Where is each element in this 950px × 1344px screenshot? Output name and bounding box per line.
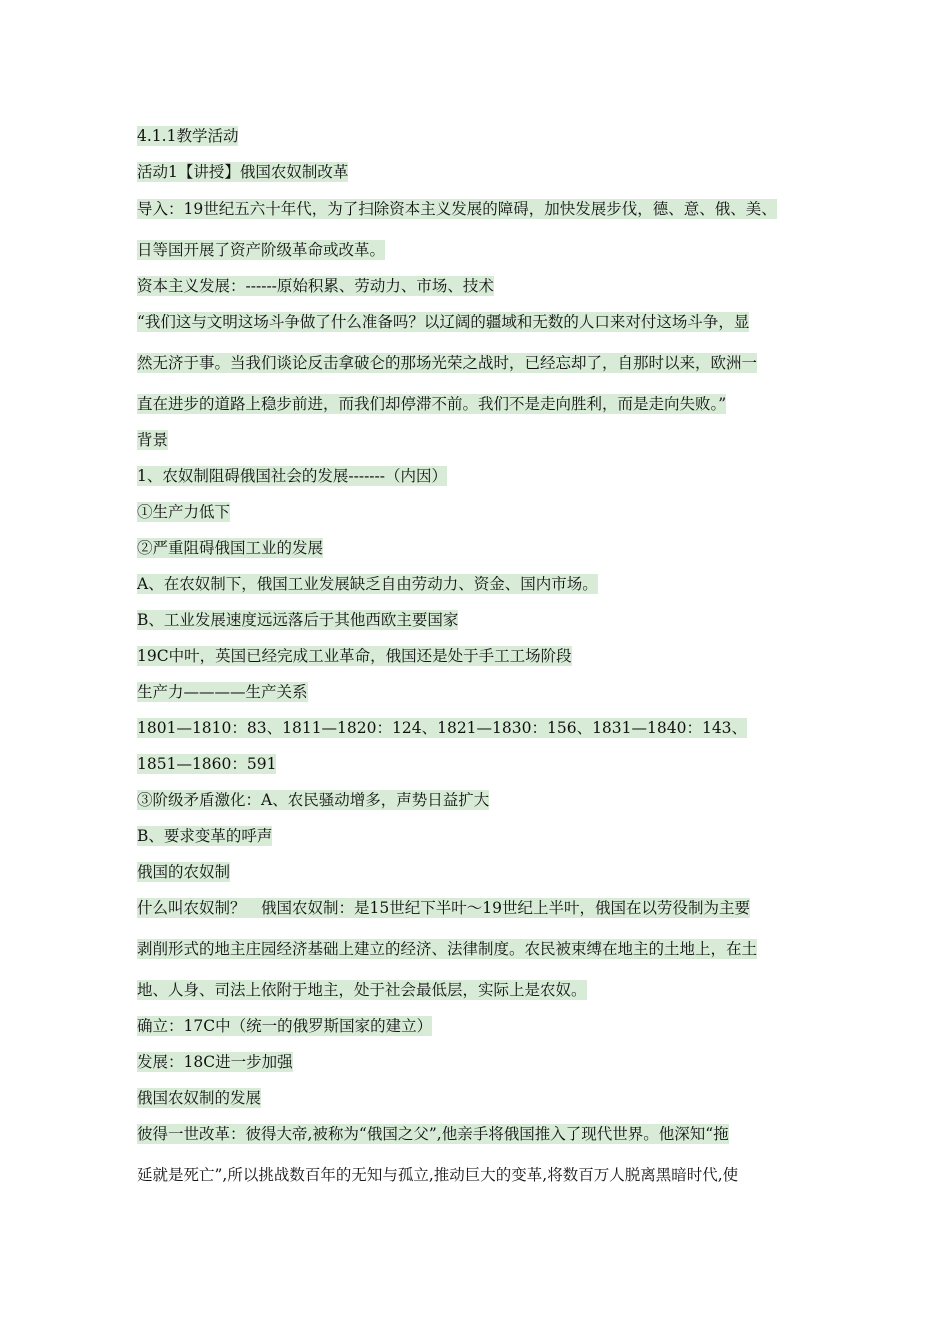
quote-line: “我们这与文明这场斗争做了什么准备吗？以辽阔的疆域和无数的人口来对付这场斗争，显 — [137, 313, 750, 331]
quote-line: 直在进步的道路上稳步前进，而我们却停滞不前。我们不是走向胜利，而是走向失败。” — [137, 395, 727, 413]
paragraph-line: 生产力————生产关系 — [137, 683, 308, 701]
subheading: 俄国的农奴制 — [137, 863, 231, 881]
statistics-line: 1801—1810：83、1811—1820：124、1821—1830：156、1831—1840：143、 — [137, 719, 748, 737]
list-item: ③阶级矛盾激化：A、农民骚动增多，声势日益扩大 — [137, 791, 490, 809]
subheading: 俄国农奴制的发展 — [137, 1089, 262, 1107]
paragraph-line: 地、人身、司法上依附于地主，处于社会最低层，实际上是农奴。 — [137, 981, 587, 999]
paragraph-line: 19C中叶，英国已经完成工业革命，俄国还是处于手工工场阶段 — [137, 647, 572, 665]
quote-line: 然无济于事。当我们谈论反击拿破仑的那场光荣之战时，已经忘却了，自那时以来，欧洲一 — [137, 354, 758, 372]
list-item: B、要求变革的呼声 — [137, 827, 273, 845]
paragraph-line: 延就是死亡”,所以挑战数百年的无知与孤立,推动巨大的变革,将数百万人脱离黑暗时代,使 — [137, 1166, 739, 1184]
activity-title: 活动1【讲授】俄国农奴制改革 — [137, 163, 349, 181]
paragraph-line: 导入：19世纪五六十年代，为了扫除资本主义发展的障碍，加快发展步伐，德、意、俄、美、 — [137, 200, 777, 218]
paragraph-line: 1、农奴制阻碍俄国社会的发展-------（内因） — [137, 467, 448, 485]
section-heading: 4.1.1教学活动 — [137, 127, 239, 145]
paragraph-line: 发展：18C进一步加强 — [137, 1053, 293, 1071]
statistics-line: 1851—1860：591 — [137, 755, 277, 773]
paragraph-line: 日等国开展了资产阶级革命或改革。 — [137, 241, 386, 259]
list-item: ②严重阻碍俄国工业的发展 — [137, 539, 324, 557]
list-item: B、工业发展速度远远落后于其他西欧主要国家 — [137, 611, 459, 629]
paragraph-line: 资本主义发展：------原始积累、劳动力、市场、技术 — [137, 277, 494, 295]
subheading-background: 背景 — [137, 431, 169, 449]
list-item: A、在农奴制下，俄国工业发展缺乏自由劳动力、资金、国内市场。 — [137, 575, 598, 593]
paragraph-line: 剥削形式的地主庄园经济基础上建立的经济、法律制度。农民被束缚在地主的土地上，在土 — [137, 940, 758, 958]
list-item: ①生产力低下 — [137, 503, 231, 521]
paragraph-line: 什么叫农奴制？ 俄国农奴制：是15世纪下半叶～19世纪上半叶，俄国在以劳役制为主要 — [137, 899, 750, 917]
paragraph-line: 确立：17C中（统一的俄罗斯国家的建立） — [137, 1017, 433, 1035]
paragraph-line: 彼得一世改革：彼得大帝,被称为“俄国之父”,他亲手将俄国推入了现代世界。他深知“拖 — [137, 1125, 729, 1143]
